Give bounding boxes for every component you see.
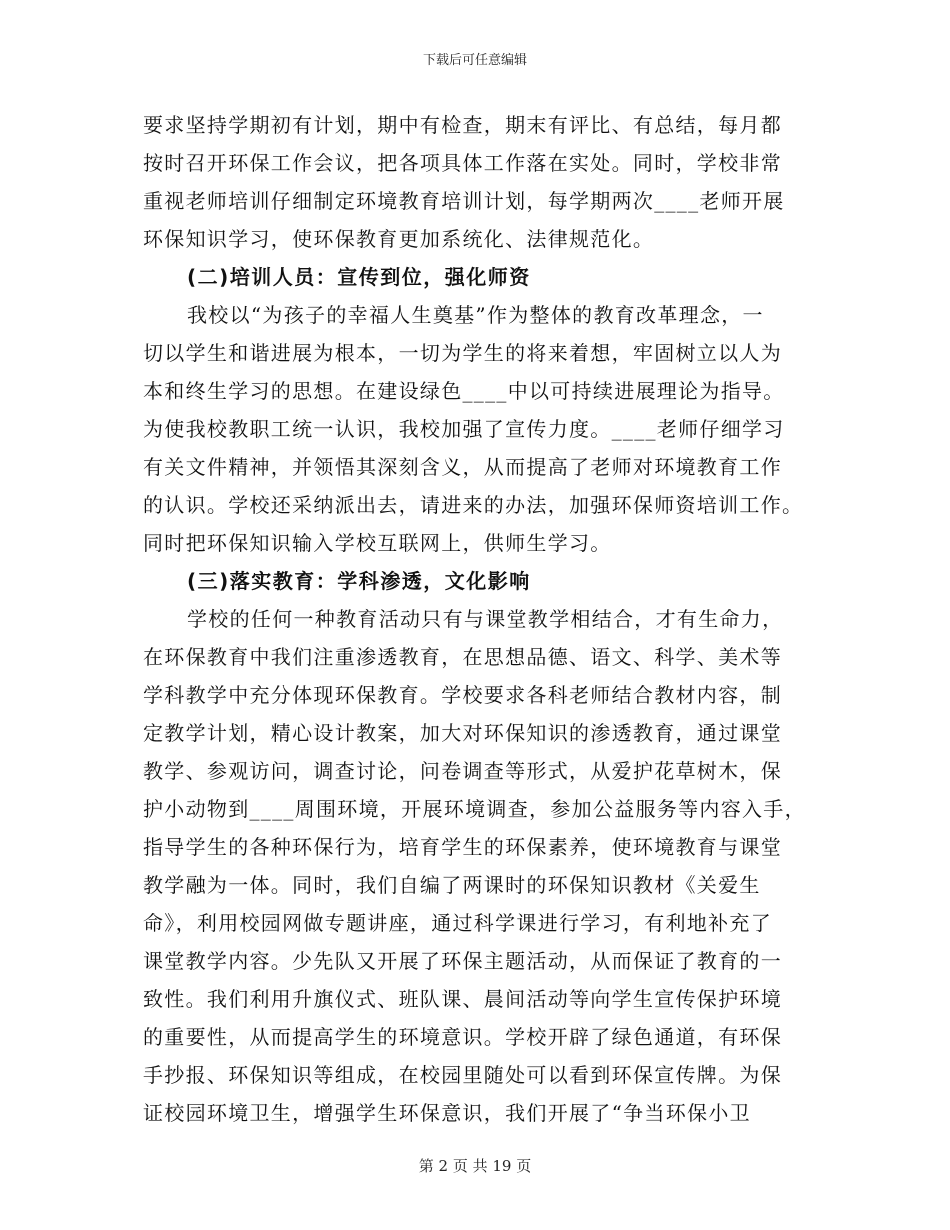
text-line: 在环保教育中我们注重渗透教育，在思想品德、语文、科学、美术等 (143, 645, 782, 669)
document-body (143, 106, 806, 1132)
text-line: 定教学计划，精心设计教案，加大对环保知识的渗透教育，通过课堂 (143, 721, 782, 745)
text-line: 重视老师培训仔细制定环境教育培训计划，每学期两次____老师开展 (143, 189, 785, 213)
paragraph-first-line: 学校的任何一种教育活动只有与课堂教学相结合，才有生命力， (187, 607, 784, 631)
text-line: 教学融为一体。同时，我们自编了两课时的环保知识教材《关爱生 (143, 873, 761, 897)
text-line: 学科教学中充分体现环保教育。学校要求各科老师结合教材内容，制 (143, 683, 782, 707)
section-heading: (三)落实教育：学科渗透，文化影响 (187, 569, 531, 593)
text-line: 本和终生学习的思想。在建设绿色____中以可持续进展理论为指导。 (143, 379, 785, 403)
text-line: 为使我校教职工统一认识，我校加强了宣传力度。____老师仔细学习 (143, 417, 785, 441)
text-line: 课堂教学内容。少先队又开展了环保主题活动，从而保证了教育的一 (143, 949, 782, 973)
section-heading: (二)培训人员：宣传到位，强化师资 (187, 265, 531, 289)
text-line: 手抄报、环保知识等组成，在校园里随处可以看到环保宣传牌。为保 (143, 1063, 782, 1087)
page-number: 第 2 页 共 19 页 (418, 1157, 532, 1175)
paragraph-first-line: 我校以“为孩子的幸福人生奠基”作为整体的教育改革理念，一 (187, 303, 764, 327)
text-line: 指导学生的各种环保行为，培育学生的环保素养，使环境教育与课堂 (143, 835, 782, 859)
text-line: 证校园环境卫生，增强学生环保意识，我们开展了“争当环保小卫 (143, 1101, 751, 1125)
text-line: 切以学生和谐进展为根本，一切为学生的将来着想，牢固树立以人为 (143, 341, 782, 365)
text-line: 的认识。学校还采纳派出去，请进来的办法，加强环保师资培训工作。 (143, 493, 804, 517)
text-line: 的重要性，从而提高学生的环境意识。学校开辟了绿色通道，有环保 (143, 1025, 782, 1049)
text-line: 要求坚持学期初有计划，期中有检查，期末有评比、有总结，每月都 (143, 113, 782, 137)
text-line: 按时召开环保工作会议，把各项具体工作落在实处。同时，学校非常 (143, 151, 782, 175)
text-line: 护小动物到____周围环境，开展环境调查，参加公益服务等内容入手， (143, 797, 806, 821)
text-line: 有关文件精神，并领悟其深刻含义，从而提高了老师对环境教育工作 (143, 455, 782, 479)
text-line: 环保知识学习，使环保教育更加系统化、法律规范化。 (143, 227, 655, 251)
text-line: 致性。我们利用升旗仪式、班队课、晨间活动等向学生宣传保护环境 (143, 987, 782, 1011)
text-line: 教学、参观访问，调查讨论，问卷调查等形式，从爱护花草树木，保 (143, 759, 782, 783)
text-line: 同时把环保知识输入学校互联网上，供师生学习。 (143, 531, 612, 555)
text-line: 命》，利用校园网做专题讲座，通过科学课进行学习，有利地补充了 (143, 911, 772, 935)
page-header: 下载后可任意编辑 (422, 53, 527, 68)
